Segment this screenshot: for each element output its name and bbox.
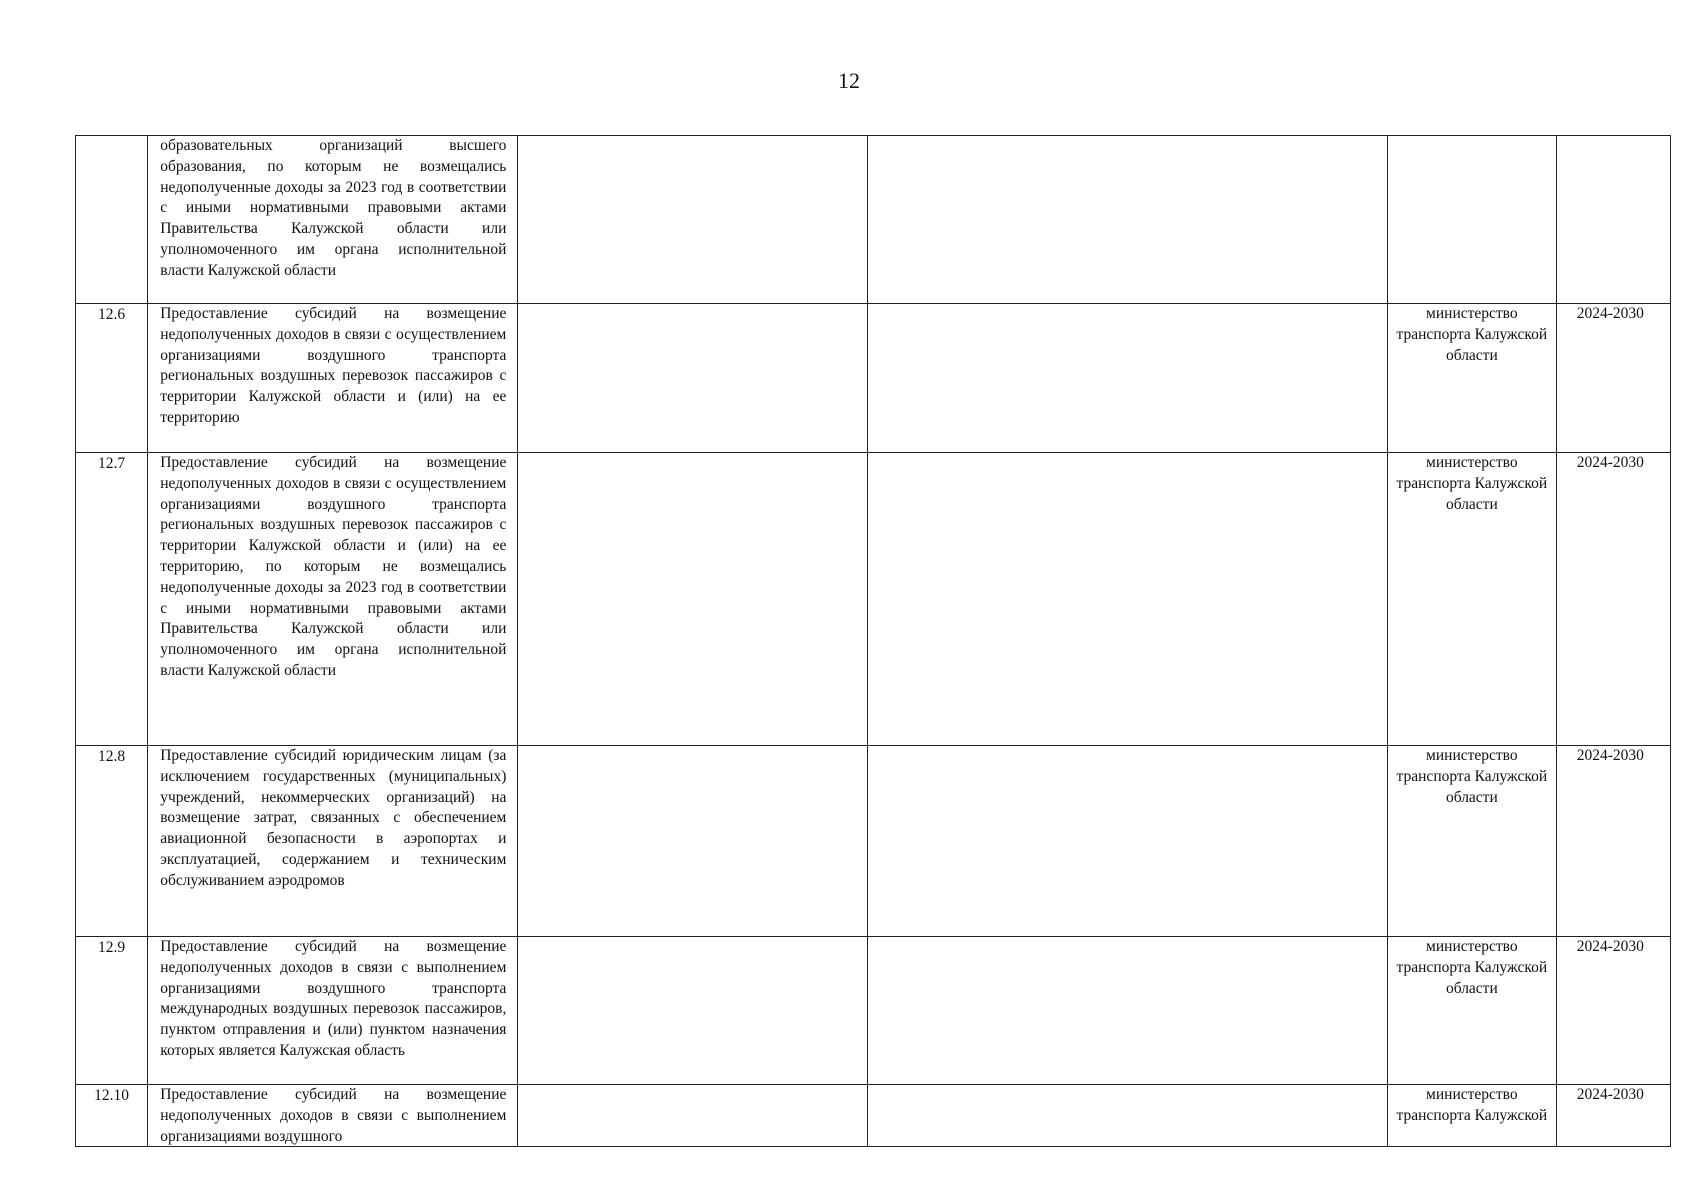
row-description-cell	[148, 1085, 518, 1147]
empty-cell	[868, 937, 1388, 1085]
row-number: 12.7	[76, 453, 148, 746]
table-row	[76, 937, 1671, 1085]
row-description: Предоставление субсидий на возмещение недополученных доходов в связи с осуществлением организациями воздушного транспорта региональных воздушных перевозок пассажиров с территории Калужской области и (или) на ее территорию	[160, 305, 507, 426]
empty-cell	[868, 746, 1388, 937]
row-responsible: министерство транспорта Калужской области	[1396, 938, 1548, 997]
row-number: 12.8	[76, 746, 148, 937]
row-period-cell	[1556, 453, 1670, 746]
row-responsible: министерство транспорта Калужской области	[1396, 305, 1548, 364]
row-period: 2024-2030	[1576, 938, 1644, 955]
row-responsible-cell	[1388, 304, 1557, 453]
empty-cell	[868, 304, 1388, 453]
row-responsible: министерство транспорта Калужской области	[1396, 747, 1548, 806]
plan-table	[75, 135, 1671, 1147]
row-description: Предоставление субсидий на возмещение недополученных доходов в связи с осуществлением организациями воздушного транспорта региональных воздушных перевозок пассажиров с территории Калужской области и (или) на ее территорию, по которым не возмещались недополученные доходы за 2023 год в соответствии с иными нормативными правовыми актами Правительства Калужской области или уполномоченного им органа исполнительной власти Калужской области	[160, 454, 507, 679]
row-responsible-cell	[1388, 746, 1557, 937]
page-number: 12	[838, 68, 860, 93]
row-period: 2024-2030	[1576, 454, 1644, 471]
row-description-cell	[148, 136, 518, 304]
row-responsible-cell	[1388, 453, 1557, 746]
empty-cell	[518, 937, 868, 1085]
row-description-cell	[148, 304, 518, 453]
empty-cell	[868, 136, 1388, 304]
row-period-cell	[1556, 136, 1670, 304]
row-number	[76, 136, 148, 304]
table-row	[76, 746, 1671, 937]
row-period: 2024-2030	[1576, 747, 1644, 764]
empty-cell	[518, 1085, 868, 1147]
row-period: 2024-2030	[1576, 1086, 1644, 1103]
row-description: Предоставление субсидий юридическим лицам (за исключением государственных (муниципальных) учреждений, некоммерческих организаций) на возмещение затрат, связанных с обеспечением авиационной безопасности в аэропортах и эксплуатацией, содержанием и техническим обслуживанием аэродромов	[160, 747, 507, 889]
row-number: 12.10	[76, 1085, 148, 1147]
row-responsible-cell	[1388, 1085, 1557, 1147]
row-description: Предоставление субсидий на возмещение недополученных доходов в связи с выполнением организациями воздушного	[160, 1086, 507, 1145]
table-row	[76, 304, 1671, 453]
row-description-cell	[148, 746, 518, 937]
row-period-cell	[1556, 746, 1670, 937]
empty-cell	[868, 453, 1388, 746]
table-row	[76, 1085, 1671, 1147]
empty-cell	[868, 1085, 1388, 1147]
row-responsible: министерство транспорта Калужской области	[1396, 454, 1548, 513]
row-period-cell	[1556, 1085, 1670, 1147]
row-responsible-cell	[1388, 937, 1557, 1085]
row-description: Предоставление субсидий на возмещение недополученных доходов в связи с выполнением организациями воздушного транспорта международных воздушных перевозок пассажиров, пунктом отправления и (или) пунктом назначения которых является Калужская область	[160, 938, 507, 1059]
row-period-cell	[1556, 304, 1670, 453]
empty-cell	[518, 746, 868, 937]
row-number: 12.9	[76, 937, 148, 1085]
row-description-cell	[148, 453, 518, 746]
table-row	[76, 136, 1671, 304]
empty-cell	[518, 136, 868, 304]
row-period-cell	[1556, 937, 1670, 1085]
empty-cell	[518, 304, 868, 453]
row-responsible-cell	[1388, 136, 1557, 304]
row-description-cell	[148, 937, 518, 1085]
table-row	[76, 453, 1671, 746]
row-description: образовательных организаций высшего образования, по которым не возмещались недополученные доходы за 2023 год в соответствии с иными нормативными правовыми актами Правительства Калужской области или уполномоченного им органа исполнительной власти Калужской области	[160, 137, 507, 279]
row-number: 12.6	[76, 304, 148, 453]
row-period: 2024-2030	[1576, 305, 1644, 322]
row-responsible: министерство транспорта Калужской	[1396, 1086, 1548, 1124]
empty-cell	[518, 453, 868, 746]
